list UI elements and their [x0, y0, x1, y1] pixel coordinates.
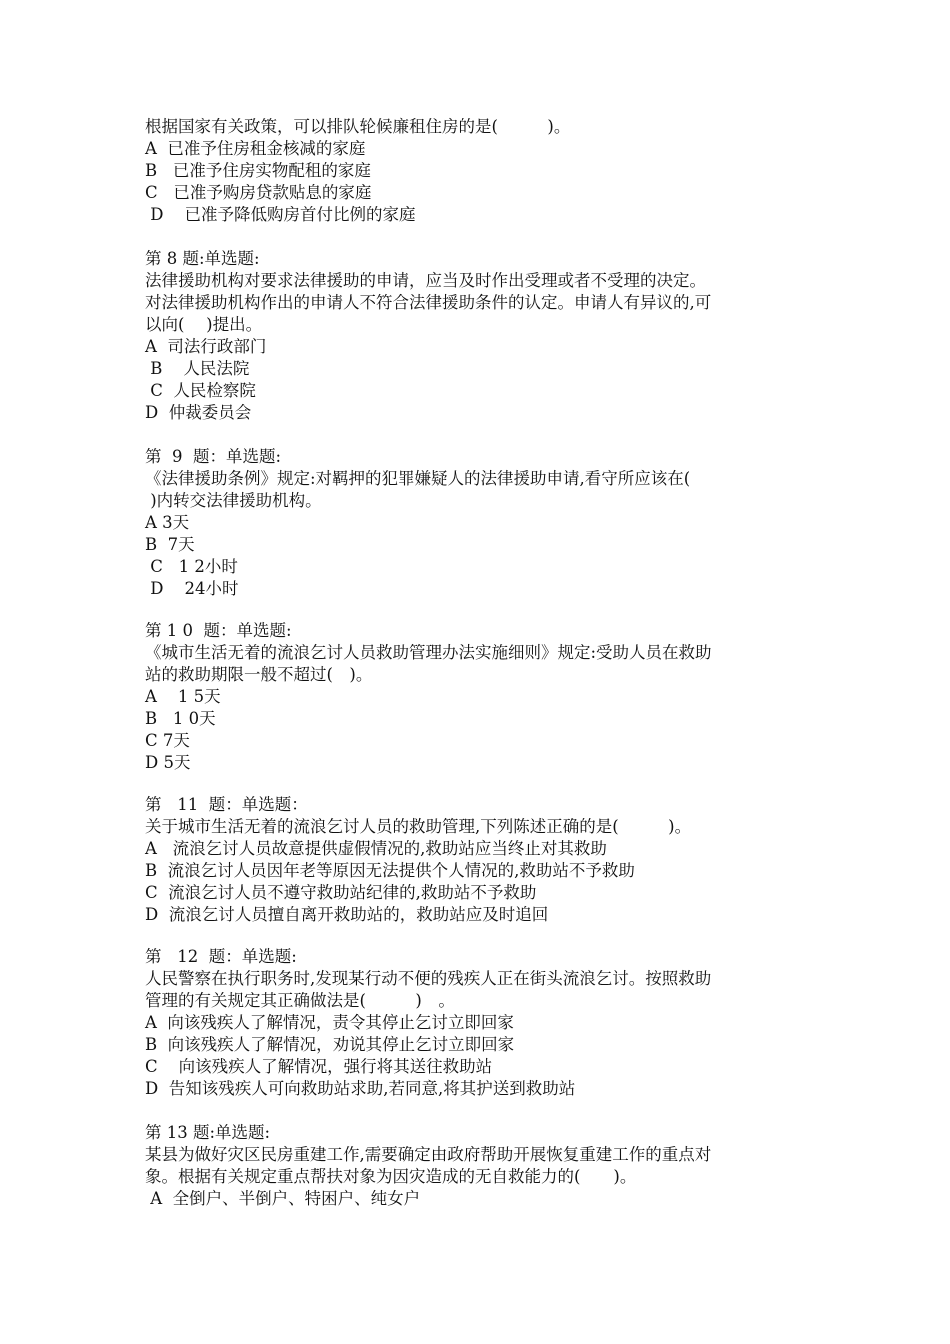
question-stem-line: )内转交法律援助机构。: [145, 491, 322, 510]
option-b: B 流浪乞讨人员因年老等原因无法提供个人情况的,救助站不予救助: [145, 861, 635, 880]
question-title: 第 12 题：单选题:: [145, 947, 297, 966]
question-title: 第 11 题：单选题：: [145, 795, 308, 814]
question-10: [145, 620, 820, 774]
option-c: C 流浪乞讨人员不遵守救助站纪律的,救助站不予救助: [145, 883, 537, 902]
question-stem-line: 根据国家有关政策，可以排队轮候廉租住房的是( )。: [145, 117, 571, 136]
question-13: [145, 1122, 820, 1210]
option-b: B 已准予住房实物配租的家庭: [145, 161, 371, 180]
intro-question: [145, 116, 820, 226]
option-b: B 人民法院: [145, 359, 250, 378]
question-title: 第 13 题:单选题:: [145, 1123, 271, 1142]
option-d: D 流浪乞讨人员擅自离开救助站的，救助站应及时追回: [145, 905, 549, 924]
question-11: [145, 794, 820, 926]
option-c: C 向该残疾人了解情况，强行将其送往救助站: [145, 1057, 493, 1076]
option-d: D 已准予降低购房首付比例的家庭: [145, 205, 416, 224]
question-stem-line: 人民警察在执行职务时,发现某行动不便的残疾人正在街头流浪乞讨。按照救助: [145, 969, 712, 988]
option-a: A 已准予住房租金核减的家庭: [145, 139, 366, 158]
question-stem-line: 《法律援助条例》规定:对羁押的犯罪嫌疑人的法律援助申请,看守所应该在(: [145, 469, 691, 488]
option-c: C 7天: [145, 731, 190, 750]
option-a: A 全倒户、半倒户、特困户、纯女户: [145, 1189, 421, 1208]
question-stem-line: 以向( )提出。: [145, 315, 263, 334]
option-b: B 1 0天: [145, 709, 216, 728]
option-d: D 5天: [145, 753, 191, 772]
question-stem-line: 《城市生活无着的流浪乞讨人员救助管理办法实施细则》规定:受助人员在救助: [145, 643, 712, 662]
question-9: [145, 446, 820, 600]
question-title: 第 1 0 题：单选题:: [145, 621, 292, 640]
option-a: A 向该残疾人了解情况，责令其停止乞讨立即回家: [145, 1013, 514, 1032]
question-stem-line: 某县为做好灾区民房重建工作,需要确定由政府帮助开展恢复重建工作的重点对: [145, 1145, 712, 1164]
question-title: 第 9 题：单选题:: [145, 447, 282, 466]
question-title: 第 8 题:单选题:: [145, 249, 260, 268]
option-d: D 仲裁委员会: [145, 403, 252, 422]
option-d: D 24小时: [145, 579, 239, 598]
option-a: A 流浪乞讨人员故意提供虚假情况的,救助站应当终止对其救助: [145, 839, 607, 858]
option-b: B 向该残疾人了解情况，劝说其停止乞讨立即回家: [145, 1035, 515, 1054]
question-stem-line: 关于城市生活无着的流浪乞讨人员的救助管理,下列陈述正确的是( )。: [145, 817, 692, 836]
question-stem-line: 对法律援助机构作出的申请人不符合法律援助条件的认定。申请人有异议的,可: [145, 293, 712, 312]
question-12: [145, 946, 820, 1100]
question-stem-line: 法律援助机构对要求法律援助的申请，应当及时作出受理或者不受理的决定。: [145, 271, 706, 290]
question-stem-line: 站的救助期限一般不超过( )。: [145, 665, 373, 684]
option-c: C 1 2小时: [145, 557, 238, 576]
question-8: [145, 248, 820, 424]
option-c: C 人民检察院: [145, 381, 256, 400]
option-c: C 已准予购房贷款贴息的家庭: [145, 183, 372, 202]
option-b: B 7天: [145, 535, 195, 554]
question-stem-line: 象。根据有关规定重点帮扶对象为因灾造成的无自救能力的( )。: [145, 1167, 637, 1186]
option-a: A 3天: [145, 513, 190, 532]
option-a: A 司法行政部门: [145, 337, 267, 356]
option-a: A 1 5天: [145, 687, 221, 706]
question-stem-line: 管理的有关规定其正确做法是( ) 。: [145, 991, 455, 1010]
option-d: D 告知该残疾人可向救助站求助,若同意,将其护送到救助站: [145, 1079, 576, 1098]
